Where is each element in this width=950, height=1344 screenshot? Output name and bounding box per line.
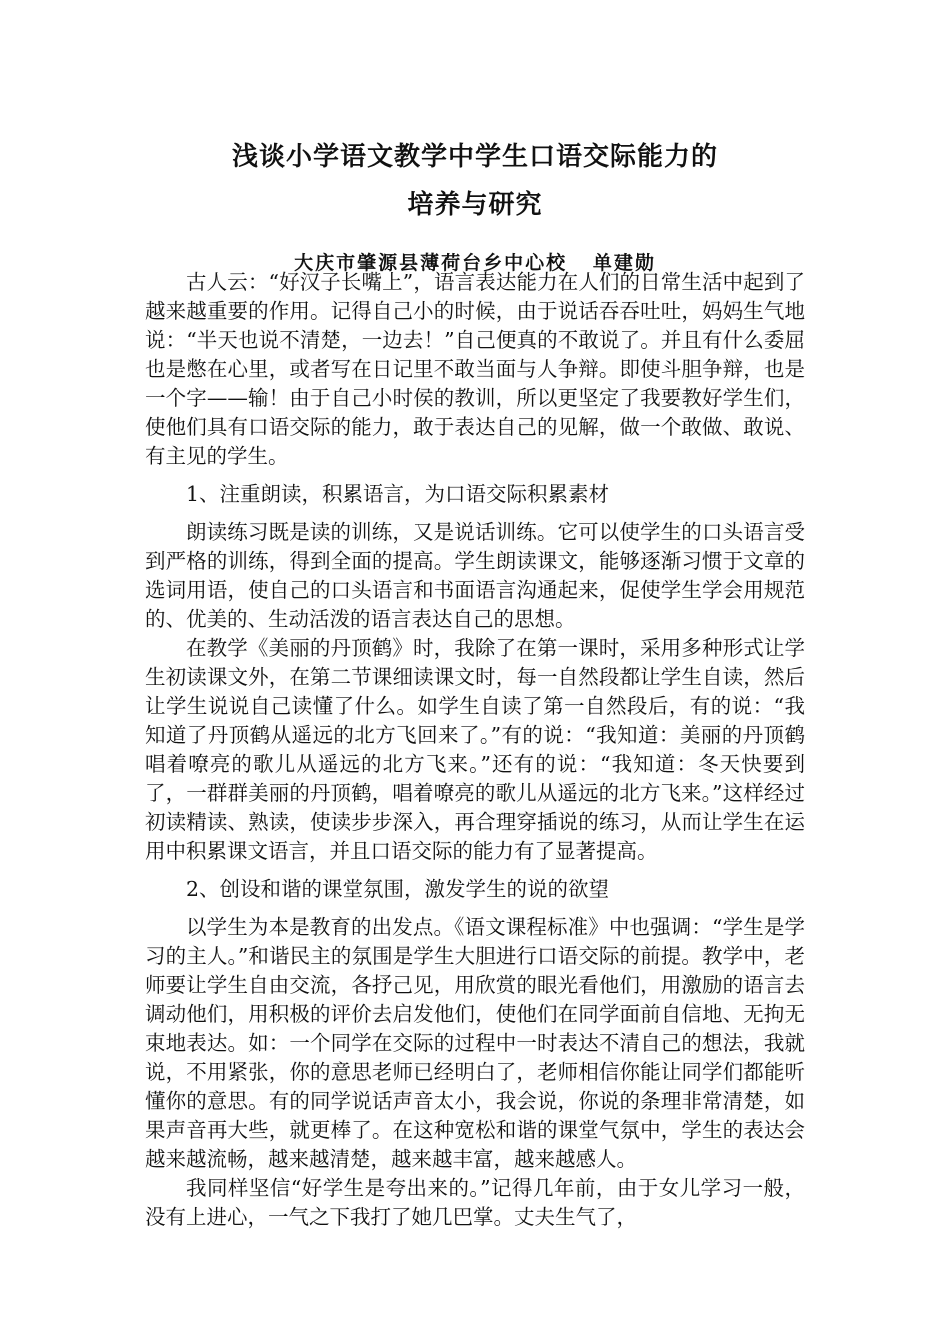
section-heading-1: 1、注重朗读，积累语言，为口语交际积累素材 bbox=[186, 482, 610, 506]
paragraph: 我同样坚信“好学生是夸出来的。”记得几年前，由于女儿学习一般，没有上进心，一气之下我打了她几巴掌。丈夫生气了， bbox=[145, 1176, 805, 1229]
paragraph: 朗读练习既是读的训练，又是说话训练。它可以使学生的口头语言受到严格的训练，得到全面的提高。学生朗读课文，能够逐渐习惯于文章的选词用语，使自己的口头语言和书面语言沟通起来，促使学生学会用规范的、优美的、生动活泼的语言表达自己的思想。 bbox=[145, 520, 805, 631]
author-line: 大庆市肇源县薄荷台乡中心校 单建勋 bbox=[294, 252, 656, 274]
paragraph-intro: 古人云：“好汉子长嘴上”，语言表达能力在人们的日常生活中起到了越来越重要的作用。记得自己小的时候，由于说话吞吞吐吐，妈妈生气地说：“半天也说不清楚，一边去！”自己便真的不敢说了。并且有什么委屈也是憋在心里，或者写在日记里不敢当面与人争辩。即使斗胆争辩，也是一个字——输！由于自己小时侯的教训，所以更坚定了我要教好学生们，使他们具有口语交际的能力，敢于表达自己的见解，做一个敢做、敢说、有主见的学生。 bbox=[145, 270, 805, 468]
article-body bbox=[145, 268, 805, 1232]
section-heading-2: 2、创设和谐的课堂氛围，激发学生的说的欲望 bbox=[186, 877, 610, 901]
document-title-line1: 浅谈小学语文教学中学生口语交际能力的 bbox=[231, 142, 718, 172]
paragraph: 以学生为本是教育的出发点。《语文课程标准》中也强调：“学生是学习的主人。”和谐民主的氛围是学生大胆进行口语交际的前提。教学中，老师要让学生自由交流，各抒己见，用欣赏的眼光看他们，用激励的语言去调动他们，用积极的评价去启发他们，使他们在同学面前自信地、无拘无束地表达。如：一个同学在交际的过程中一时表达不清自己的想法，我就说，不用紧张，你的意思老师已经明白了，老师相信你能让同学们都能听懂你的意思。有的同学说话声音太小，我会说，你说的条理非常清楚，如果声音再大些，就更棒了。在这种宽松和谐的课堂气氛中，学生的表达会越来越流畅，越来越清楚，越来越丰富，越来越感人。 bbox=[145, 915, 805, 1171]
paragraph: 在教学《美丽的丹顶鹤》时，我除了在第一课时，采用多种形式让学生初读课文外，在第二节课细读课文时，每一自然段都让学生自读，然后让学生说说自己读懂了什么。如学生自读了第一自然段后，有的说：“我知道了丹顶鹤从遥远的北方飞回来了。”有的说：“我知道：美丽的丹顶鹤唱着嘹亮的歌儿从遥远的北方飞来。”还有的说：“我知道：冬天快要到了，一群群美丽的丹顶鹤，唱着嘹亮的歌儿从遥远的北方飞来。”这样经过初读精读、熟读，使读步步深入，再合理穿插说的练习，从而让学生在运用中积累课文语言，并且口语交际的能力有了显著提高。 bbox=[145, 636, 805, 863]
document-title-line2: 培养与研究 bbox=[407, 190, 543, 220]
